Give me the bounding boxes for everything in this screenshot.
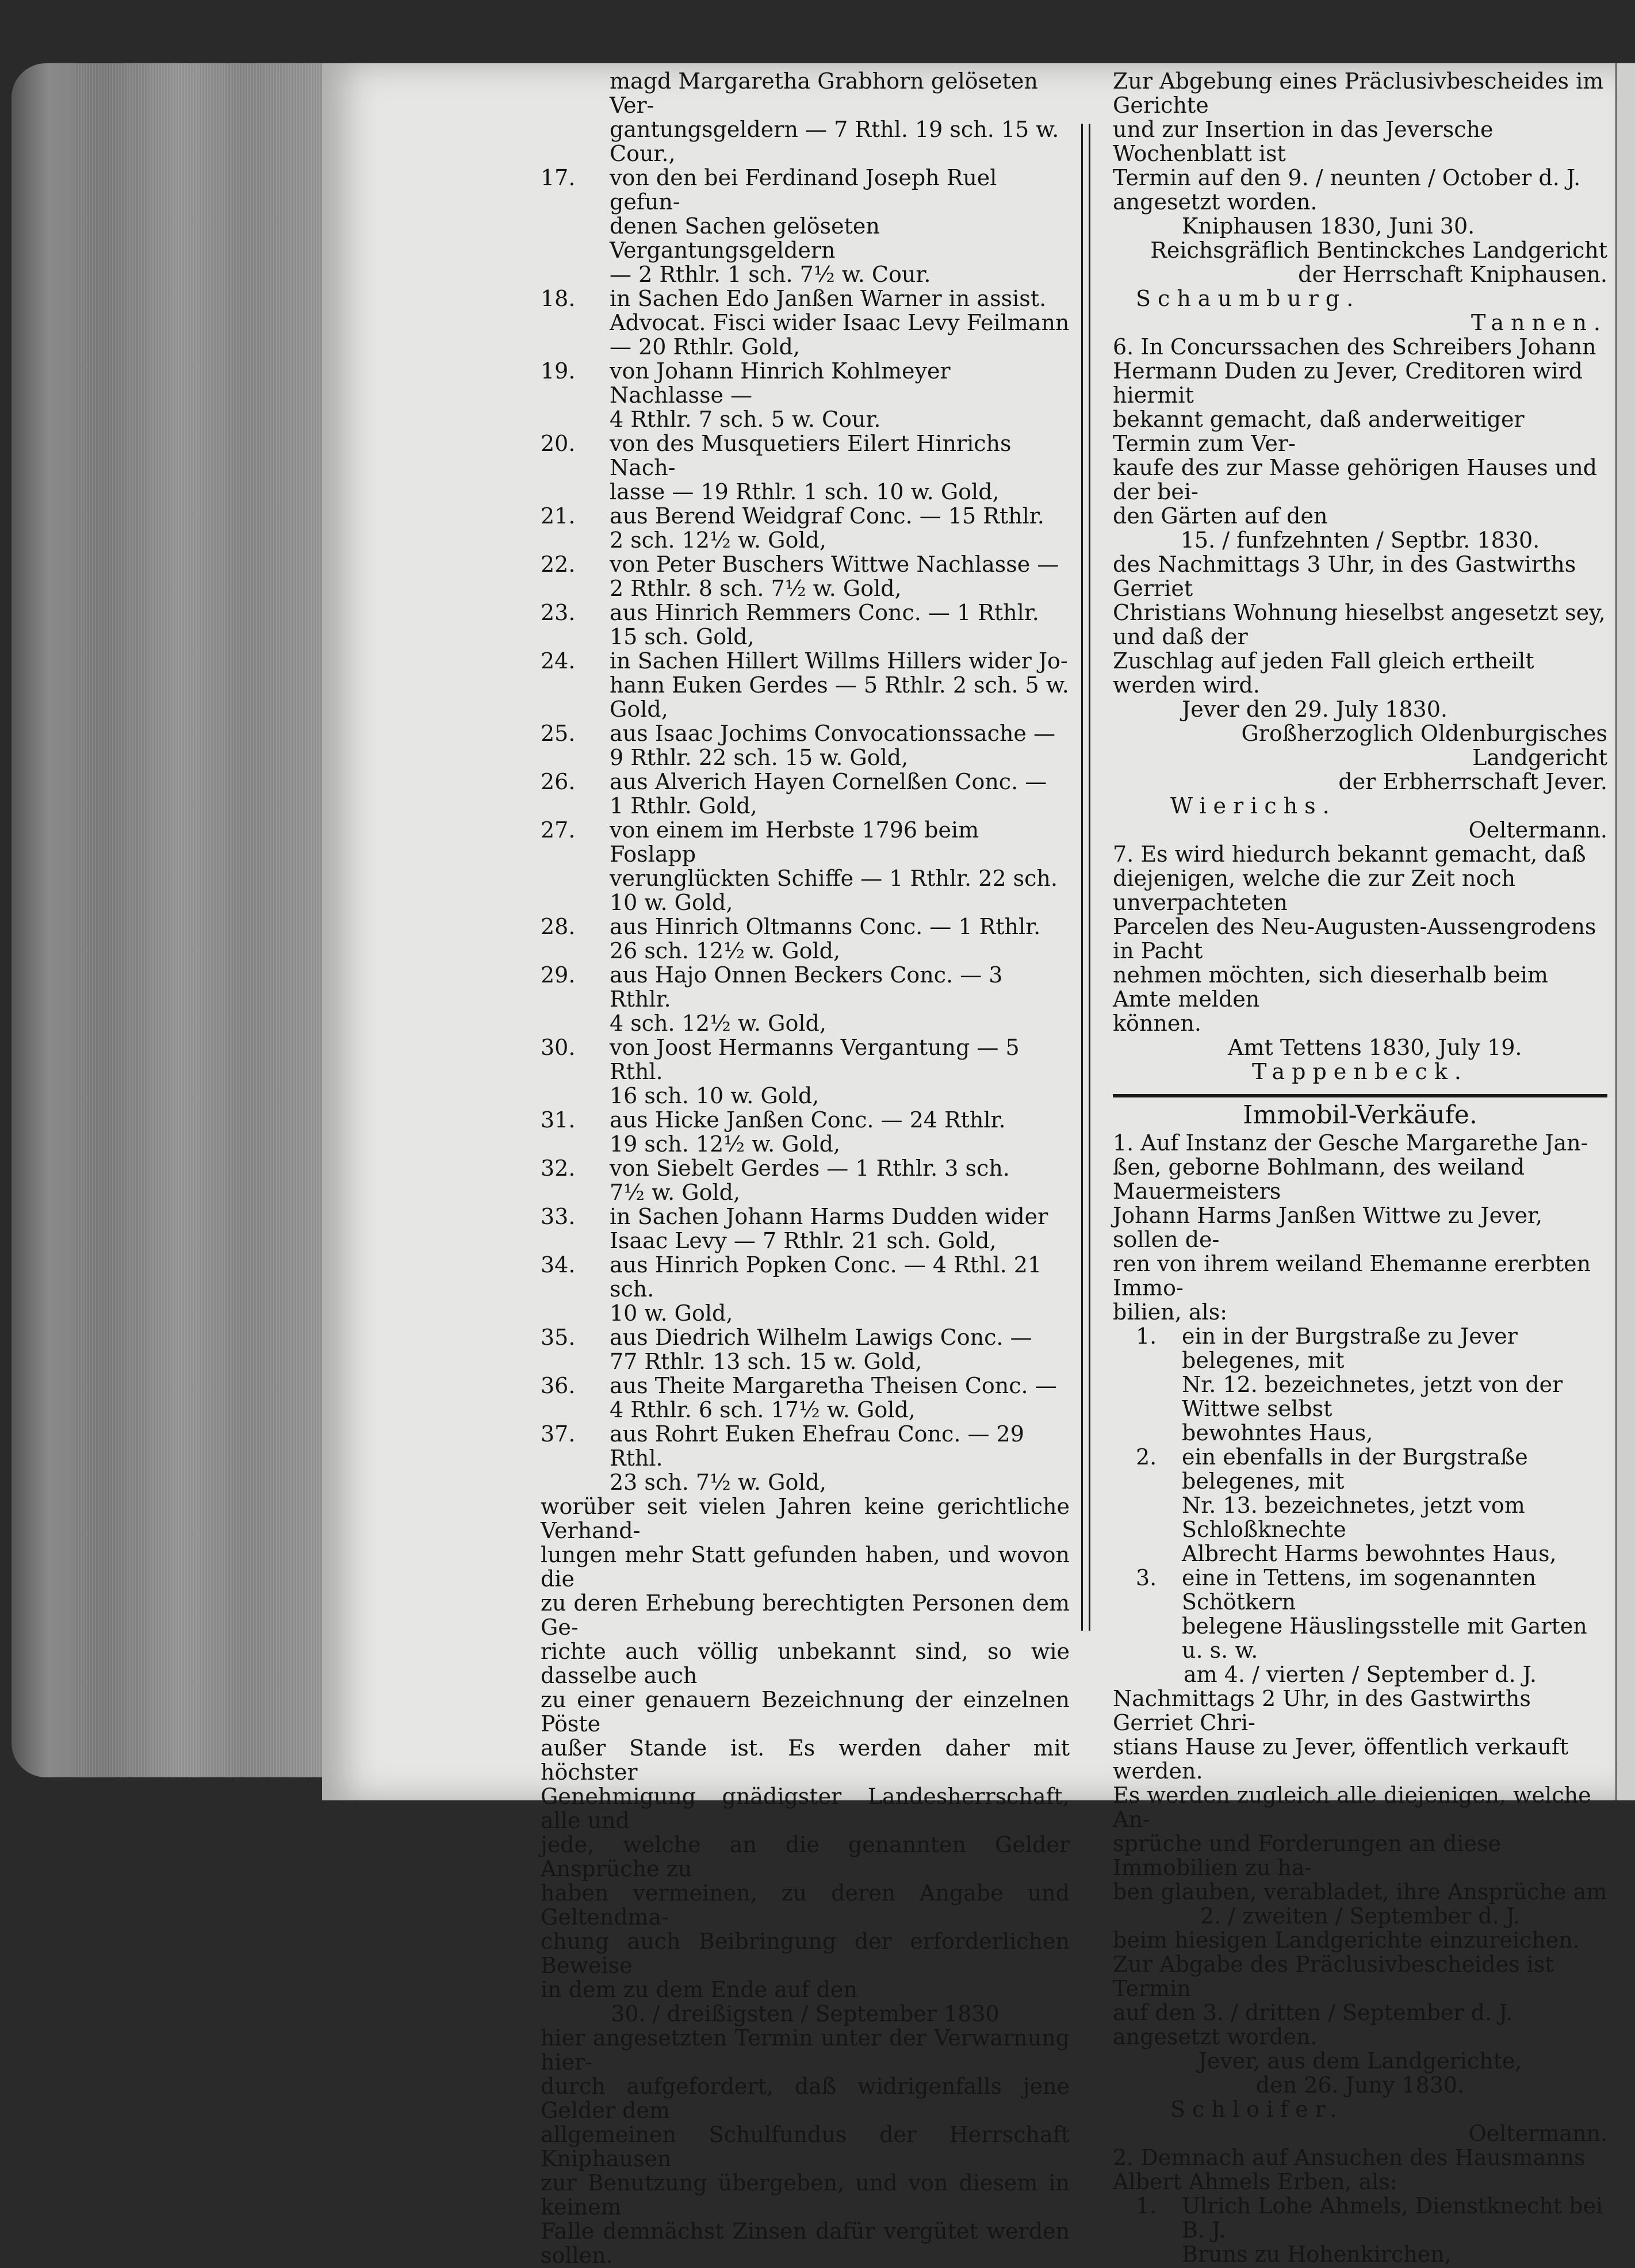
entry-line: 19 sch. 12½ w. Gold, bbox=[610, 1131, 841, 1157]
signature: Schaumburg. bbox=[1136, 286, 1361, 311]
signature: Tannen. bbox=[1471, 310, 1607, 335]
entry-line: Isaac Levy — 7 Rthlr. 21 sch. Gold, bbox=[610, 1228, 997, 1253]
notice-6 bbox=[1113, 335, 1607, 528]
entry-line: hann Euken Gerdes — 5 Rthlr. 2 sch. 5 w. Gold, bbox=[610, 672, 1069, 722]
paragraph-line: zu einer genauern Bezeichnung der einzelnen Pöste bbox=[541, 1687, 1070, 1737]
sale-1-date: am 4. / vierten / September d. J. bbox=[1184, 1662, 1537, 1687]
entry-number: 28. bbox=[541, 914, 576, 939]
sale-1-intro bbox=[1113, 1131, 1607, 1324]
entry-number: 1. bbox=[1136, 1324, 1157, 1349]
entry-line: von des Musquetiers Eilert Hinrichs Nach- bbox=[610, 431, 1012, 480]
final-paragraph bbox=[541, 2026, 1070, 2267]
numbered-entry bbox=[1113, 1445, 1607, 1566]
numbered-entry bbox=[541, 1204, 1070, 1253]
place-date: Amt Tettens 1830, July 19. bbox=[1228, 1035, 1522, 1060]
paragraph-line: außer Stande ist. Es werden daher mit höchster bbox=[541, 1735, 1070, 1785]
entry-number: 2. bbox=[1136, 1444, 1157, 1470]
entry-line: aus Hajo Onnen Beckers Conc. — 3 Rthlr. bbox=[610, 962, 1003, 1012]
entry-line: 16 sch. 10 w. Gold, bbox=[610, 1083, 820, 1108]
entry-line: 7½ w. Gold, bbox=[610, 1180, 741, 1205]
section-heading: Immobil-Verkäufe. bbox=[1243, 1100, 1477, 1130]
entry-number: 24. bbox=[541, 648, 576, 674]
numbered-entry bbox=[541, 286, 1070, 359]
paragraph-line: allgemeinen Schulfundus der Herrschaft Kniphausen bbox=[541, 2122, 1070, 2171]
entry-number: 23. bbox=[541, 600, 576, 625]
signature: Wierichs. bbox=[1170, 793, 1337, 819]
entry-line: — 20 Rthlr. Gold, bbox=[610, 334, 800, 359]
entry-line: aus Hicke Janßen Conc. — 24 Rthlr. bbox=[610, 1107, 1006, 1133]
entry-line: Advocat. Fisci wider Isaac Levy Feilmann bbox=[610, 310, 1070, 335]
numbered-entry bbox=[541, 504, 1070, 552]
next-page-edge bbox=[1615, 63, 1635, 1800]
entry-line: Nr. 12. bezeichnetes, jetzt von der Wittwe selbst bbox=[1182, 1372, 1563, 1421]
paragraph-line: 7. Es wird hiedurch bekannt gemacht, daß bbox=[1113, 842, 1586, 867]
paragraph-line: Johann Harms Janßen Wittwe zu Jever, sollen de- bbox=[1113, 1203, 1543, 1252]
paragraph-line: Zur Abgabe des Präclusivbescheides ist Termin bbox=[1113, 1952, 1554, 2001]
paragraph-line: angesetzt worden. bbox=[1113, 2024, 1318, 2049]
numbered-entry bbox=[541, 818, 1070, 915]
entry-line: aus Berend Weidgraf Conc. — 15 Rthlr. bbox=[610, 503, 1044, 529]
entry-number: 25. bbox=[541, 721, 576, 746]
entry-number: 29. bbox=[541, 962, 576, 988]
paragraph-line: richte auch völlig unbekannt sind, so wie dasselbe auch bbox=[541, 1639, 1070, 1688]
sale-1-items bbox=[1113, 1324, 1607, 1662]
book-page-edges bbox=[12, 63, 322, 1777]
entry-line: ein in der Burgstraße zu Jever belegenes, mit bbox=[1182, 1324, 1518, 1373]
court-name: der Herrschaft Kniphausen. bbox=[1298, 262, 1607, 287]
numbered-entry bbox=[541, 1325, 1070, 1374]
entry-line: von einem im Herbste 1796 beim Foslapp bbox=[610, 817, 979, 867]
entry-line: von den bei Ferdinand Joseph Ruel gefun- bbox=[610, 165, 997, 215]
entry-line: aus Isaac Jochims Convocationssache — bbox=[610, 721, 1055, 746]
entry-line: denen Sachen gelöseten Vergantungsgeldern bbox=[610, 213, 880, 263]
entry-number: 30. bbox=[541, 1035, 576, 1060]
paragraph-line: worüber seit vielen Jahren keine gerichtliche Verhand- bbox=[541, 1494, 1070, 1543]
entry-line: aus Alverich Hayen Cornelßen Conc. — bbox=[610, 769, 1047, 794]
paragraph-line: kaufe des zur Masse gehörigen Hauses und der bei- bbox=[1113, 455, 1598, 504]
entry-number: 19. bbox=[541, 358, 576, 384]
paragraph-line: nehmen möchten, sich dieserhalb beim Amte melden bbox=[1113, 962, 1548, 1012]
paragraph-line: diejenigen, welche die zur Zeit noch unverpachteten bbox=[1113, 866, 1516, 915]
entry-line: 4 Rthlr. 6 sch. 17½ w. Gold, bbox=[610, 1397, 916, 1422]
entry-line: aus Hinrich Remmers Conc. — 1 Rthlr. bbox=[610, 600, 1039, 625]
paragraph-line: ben glauben, verabladet, ihre Ansprüche am bbox=[1113, 1879, 1607, 1904]
entry-line: in Sachen Edo Janßen Warner in assist. bbox=[610, 286, 1047, 311]
entry-number: 27. bbox=[541, 817, 576, 843]
continued-entry-line: magd Margaretha Grabhorn gelöseten Ver- bbox=[610, 68, 1038, 118]
entry-line: 26 sch. 12½ w. Gold, bbox=[610, 938, 841, 963]
numbered-entry bbox=[1113, 1324, 1607, 1445]
paragraph-line: 2. Demnach auf Ansuchen des Hausmanns bbox=[1113, 2145, 1586, 2170]
paragraph-line: jede, welche an die genannten Gelder Ansprüche zu bbox=[541, 1832, 1070, 1881]
entry-line: in Sachen Johann Harms Dudden wider bbox=[610, 1204, 1048, 1229]
place-date: den 26. Juny 1830. bbox=[1255, 2072, 1465, 2098]
entry-number: 34. bbox=[541, 1252, 576, 1278]
paragraph-line: stians Hause zu Jever, öffentlich verkauft werden. bbox=[1113, 1734, 1569, 1784]
court-name: der Erbherrschaft Jever. bbox=[1338, 769, 1607, 794]
paragraph-line: bilien, als: bbox=[1113, 1299, 1228, 1325]
entry-line: aus Hinrich Popken Conc. — 4 Rthl. 21 sch. bbox=[610, 1252, 1042, 1302]
entry-number: 22. bbox=[541, 552, 576, 577]
paragraph-line: sprüche und Forderungen an diese Immobilien zu ha- bbox=[1113, 1831, 1501, 1880]
paragraph-line: Genehmigung gnädigster Landesherrschaft, alle und bbox=[541, 1784, 1070, 1833]
paragraph-line: haben vermeinen, zu deren Angabe und Geltendma- bbox=[541, 1880, 1070, 1930]
sale-2-items bbox=[1113, 2194, 1607, 2266]
entry-line: ein ebenfalls in der Burgstraße belegenes, mit bbox=[1182, 1444, 1528, 1494]
signature: Schloifer. bbox=[1170, 2097, 1344, 2122]
paragraph-line: chung auch Beibringung der erforderlichen Beweise bbox=[541, 1929, 1070, 1978]
entry-number: 37. bbox=[541, 1421, 576, 1447]
paragraph-line: Zur Abgebung eines Präclusivbescheides im Gerichte bbox=[1113, 68, 1604, 118]
sale-1-date-2: 2. / zweiten / September d. J. bbox=[1200, 1903, 1521, 1929]
paragraph-line: bekannt gemacht, daß anderweitiger Termin zum Ver- bbox=[1113, 407, 1525, 456]
entry-line: aus Diedrich Wilhelm Lawigs Conc. — bbox=[610, 1325, 1032, 1350]
entry-line: bewohntes Haus, bbox=[1182, 1420, 1373, 1445]
numbered-entry bbox=[541, 552, 1070, 601]
paragraph-line: ren von ihrem weiland Ehemanne ererbten Immo- bbox=[1113, 1251, 1591, 1301]
entry-number: 17. bbox=[541, 165, 576, 190]
entry-line: in Sachen Hillert Willms Hillers wider Jo- bbox=[610, 648, 1068, 674]
entry-line: von Johann Hinrich Kohlmeyer Nachlasse — bbox=[610, 358, 951, 408]
entry-line: aus Theite Margaretha Theisen Conc. — bbox=[610, 1373, 1057, 1398]
entry-line: 2 Rthlr. 8 sch. 7½ w. Gold, bbox=[610, 576, 902, 601]
paragraph-line: den Gärten auf den bbox=[1113, 503, 1328, 529]
opening-paragraph bbox=[1113, 69, 1607, 214]
entry-line: von Joost Hermanns Vergantung — 5 Rthl. bbox=[610, 1035, 1020, 1084]
entry-number: 3. bbox=[1136, 1565, 1157, 1590]
entry-line: Bruns zu Hohenkirchen, bbox=[1182, 2242, 1452, 2267]
numbered-entry bbox=[541, 915, 1070, 963]
numbered-entry bbox=[541, 431, 1070, 504]
paragraph-line: Parcelen des Neu-Augusten-Aussengrodens in Pacht bbox=[1113, 914, 1596, 963]
place-date: Kniphausen 1830, Juni 30. bbox=[1182, 213, 1475, 239]
place-date: Jever, aus dem Landgerichte, bbox=[1198, 2048, 1522, 2074]
entry-line: aus Rohrt Euken Ehefrau Conc. — 29 Rthl. bbox=[610, 1421, 1024, 1471]
continued-entry-line: gantungsgeldern — 7 Rthl. 19 sch. 15 w. Cour., bbox=[610, 117, 1059, 166]
entry-line: 4 Rthlr. 7 sch. 5 w. Cour. bbox=[610, 407, 881, 432]
entry-number: 35. bbox=[541, 1325, 576, 1350]
paragraph-line: Hermann Duden zu Jever, Creditoren wird hiermit bbox=[1113, 358, 1583, 408]
numbered-entry bbox=[541, 601, 1070, 649]
entry-line: Nr. 13. bezeichnetes, jetzt vom Schloßknechte bbox=[1182, 1493, 1525, 1542]
sale-2-intro bbox=[1113, 2145, 1607, 2194]
entry-line: 15 sch. Gold, bbox=[610, 624, 755, 649]
entry-number: 33. bbox=[541, 1204, 576, 1229]
numbered-entry bbox=[541, 1108, 1070, 1156]
numbered-entry bbox=[541, 1035, 1070, 1108]
paragraph-line: des Nachmittags 3 Uhr, in des Gastwirths Gerriet bbox=[1113, 552, 1576, 601]
paragraph-line: Nachmittags 2 Uhr, in des Gastwirths Gerriet Chri- bbox=[1113, 1686, 1531, 1735]
sale-1-rest-2 bbox=[1113, 1928, 1607, 2049]
numbered-entry bbox=[541, 963, 1070, 1035]
numbered-entry bbox=[1113, 1566, 1607, 1662]
paragraph-line: 6. In Concurssachen des Schreibers Johann bbox=[1113, 334, 1596, 359]
entry-number: 32. bbox=[541, 1156, 576, 1181]
paragraph-line: Es werden zugleich alle diejenigen, welche An- bbox=[1113, 1783, 1591, 1832]
paragraph-line: können. bbox=[1113, 1011, 1201, 1036]
paragraph-line: und zur Insertion in das Jeversche Wochenblatt ist bbox=[1113, 117, 1494, 166]
entry-line: aus Hinrich Oltmanns Conc. — 1 Rthlr. bbox=[610, 914, 1041, 939]
paragraph-line: Albert Ahmels Erben, als: bbox=[1113, 2169, 1397, 2194]
court-name: Reichsgräflich Bentinckches Landgericht bbox=[1150, 238, 1607, 263]
entry-list bbox=[541, 166, 1070, 1494]
paragraph-line: Falle demnächst Zinsen dafür vergütet werden sollen. bbox=[541, 2219, 1070, 2268]
entry-line: von Siebelt Gerdes — 1 Rthlr. 3 sch. bbox=[610, 1156, 1010, 1181]
paragraph-line: beim hiesigen Landgerichte einzureichen. bbox=[1113, 1927, 1580, 1953]
paragraph-line: Termin auf den 9. / neunten / October d. J. bbox=[1113, 165, 1581, 190]
entry-line: 10 w. Gold, bbox=[610, 1301, 733, 1326]
paragraph-line: zur Benutzung übergeben, und von diesem in keinem bbox=[541, 2170, 1070, 2220]
paragraph-line: durch aufgefordert, daß widrigenfalls jene Gelder dem bbox=[541, 2074, 1070, 2123]
entry-line: 10 w. Gold, bbox=[610, 890, 733, 915]
paragraph-line: auf den 3. / dritten / September d. J. bbox=[1113, 2000, 1513, 2025]
entry-line: Albrecht Harms bewohntes Haus, bbox=[1182, 1541, 1557, 1566]
entry-number: 26. bbox=[541, 769, 576, 794]
entry-line: eine in Tettens, im sogenannten Schötkern bbox=[1182, 1565, 1537, 1615]
place-date: Jever den 29. July 1830. bbox=[1182, 697, 1448, 722]
paragraph-line: hier angesetzten Termin unter der Verwarnung hier- bbox=[541, 2025, 1070, 2075]
closing-paragraph bbox=[541, 1494, 1070, 2002]
numbered-entry bbox=[541, 1156, 1070, 1204]
paragraph-line: Zuschlag auf jeden Fall gleich ertheilt werden wird. bbox=[1113, 648, 1534, 698]
numbered-entry bbox=[541, 1253, 1070, 1325]
signature: Oeltermann. bbox=[1468, 2121, 1607, 2146]
paragraph-line: angesetzt worden. bbox=[1113, 189, 1318, 215]
paragraph-line: ßen, geborne Bohlmann, des weiland Mauermeisters bbox=[1113, 1154, 1525, 1204]
notice-6-date: 15. / funfzehnten / Septbr. 1830. bbox=[1180, 527, 1540, 553]
notice-7 bbox=[1113, 842, 1607, 1035]
paragraph-line: in dem zu dem Ende auf den bbox=[541, 1977, 857, 2002]
left-column bbox=[541, 69, 1070, 2267]
entry-line: 4 sch. 12½ w. Gold, bbox=[610, 1011, 826, 1036]
entry-line: 1 Rthlr. Gold, bbox=[610, 793, 757, 819]
signature: Oeltermann. bbox=[1468, 817, 1607, 843]
paragraph-line: lungen mehr Statt gefunden haben, und wovon die bbox=[541, 1542, 1070, 1592]
entry-number: 20. bbox=[541, 431, 576, 456]
numbered-entry bbox=[541, 649, 1070, 721]
entry-number: 36. bbox=[541, 1373, 576, 1398]
section-rule bbox=[1113, 1094, 1607, 1097]
numbered-entry bbox=[541, 166, 1070, 286]
entry-line: 23 sch. 7½ w. Gold, bbox=[610, 1470, 826, 1495]
numbered-entry bbox=[541, 1422, 1070, 1494]
entry-number: 21. bbox=[541, 503, 576, 529]
right-column bbox=[1113, 69, 1607, 2266]
entry-line: von Peter Buschers Wittwe Nachlasse — bbox=[610, 552, 1059, 577]
entry-line: 77 Rthlr. 13 sch. 15 w. Gold, bbox=[610, 1349, 922, 1374]
paragraph-line: Christians Wohnung hieselbst angesetzt sey, und daß der bbox=[1113, 600, 1606, 649]
numbered-entry bbox=[1113, 2194, 1607, 2266]
paragraph-line: 1. Auf Instanz der Gesche Margarethe Jan- bbox=[1113, 1130, 1588, 1156]
entry-line: 9 Rthlr. 22 sch. 15 w. Gold, bbox=[610, 745, 909, 770]
court-name: Großherzoglich Oldenburgisches Landgericht bbox=[1241, 721, 1607, 770]
entry-line: Ulrich Lohe Ahmels, Dienstknecht bei B. J. bbox=[1182, 2193, 1603, 2243]
column-divider bbox=[1081, 124, 1090, 1631]
paragraph-line: zu deren Erhebung berechtigten Personen dem Ge- bbox=[541, 1590, 1070, 1640]
sale-1-rest bbox=[1113, 1686, 1607, 1904]
numbered-entry bbox=[541, 359, 1070, 431]
entry-number: 18. bbox=[541, 286, 576, 311]
entry-number: 31. bbox=[541, 1107, 576, 1133]
entry-number: 1. bbox=[1136, 2193, 1157, 2219]
entry-line: belegene Häuslingsstelle mit Garten u. s. w. bbox=[1182, 1613, 1587, 1663]
numbered-entry bbox=[541, 721, 1070, 770]
numbered-entry bbox=[541, 1374, 1070, 1422]
signature: Tappenbeck. bbox=[1252, 1059, 1468, 1084]
numbered-entry bbox=[541, 770, 1070, 818]
entry-line: lasse — 19 Rthlr. 1 sch. 10 w. Gold, bbox=[610, 479, 1000, 504]
term-date: 30. / dreißigsten / September 1830 bbox=[611, 2001, 1000, 2026]
entry-line: 2 sch. 12½ w. Gold, bbox=[610, 527, 826, 553]
entry-line: verunglückten Schiffe — 1 Rthlr. 22 sch. bbox=[610, 866, 1058, 891]
entry-line: — 2 Rthlr. 1 sch. 7½ w. Cour. bbox=[610, 262, 931, 287]
notice-6-rest bbox=[1113, 552, 1607, 697]
